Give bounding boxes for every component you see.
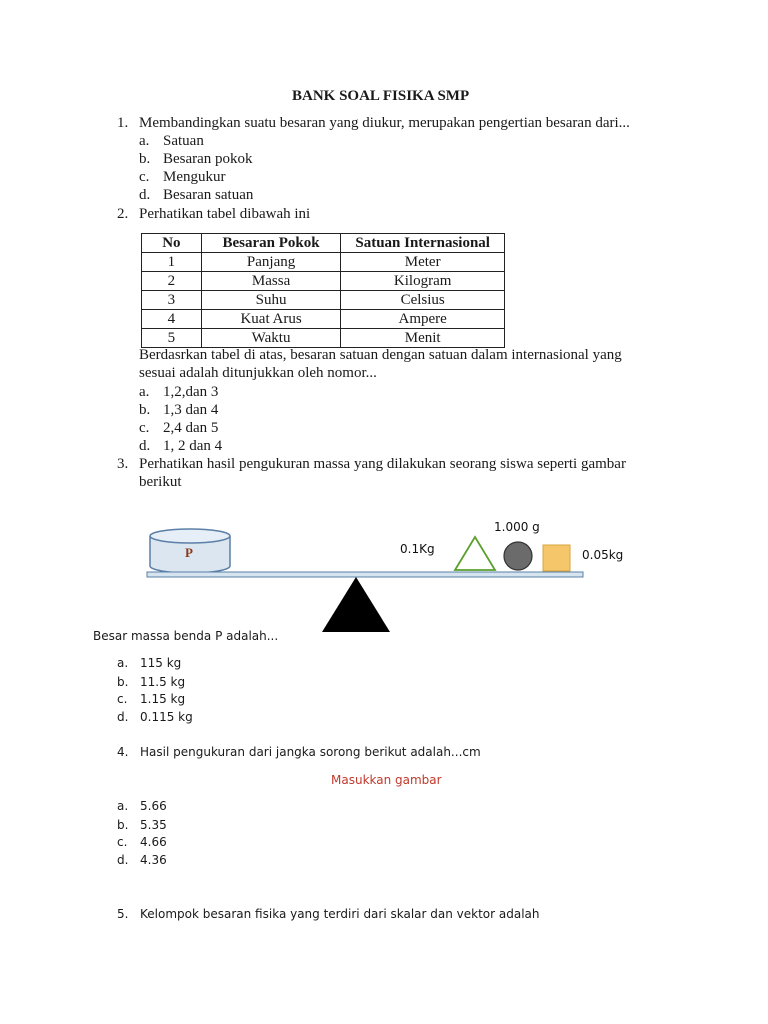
triangle-weight (455, 537, 495, 570)
q3-option-letter: b. (117, 675, 129, 689)
q1-option-letter: a. (139, 133, 150, 149)
q1-option-text: Satuan (163, 133, 204, 149)
box-weight (543, 545, 570, 571)
q1-text: Membandingkan suatu besaran yang diukur, merupakan pengertian besaran dari... (139, 115, 630, 131)
table-cell: 5 (142, 329, 202, 348)
q4-option-letter: d. (117, 853, 129, 867)
q3-option-letter: a. (117, 656, 129, 670)
table-row (142, 253, 505, 272)
q2-text: Perhatikan tabel dibawah ini (139, 206, 311, 222)
ball-weight-label: 1.000 g (494, 520, 540, 534)
table-header-cell: Satuan Internasional (341, 234, 505, 253)
q4-option-letter: a. (117, 799, 129, 813)
q3-number: 3. (117, 456, 129, 472)
document-title: BANK SOAL FISIKA SMP (292, 88, 470, 104)
table-cell: Celsius (341, 291, 505, 310)
q3-option-text: 1.15 kg (140, 692, 186, 706)
q3-option-letter: c. (117, 692, 128, 706)
table-header-row (142, 234, 505, 253)
object-p-label: P (185, 545, 193, 560)
q3-question: Besar massa benda P adalah... (93, 629, 279, 643)
q2-option-letter: d. (139, 438, 151, 454)
ball-weight (504, 542, 532, 570)
q3-text-line2: berikut (139, 474, 182, 490)
table-cell: 4 (142, 310, 202, 329)
q2-option-text: 2,4 dan 5 (163, 420, 219, 436)
q3-option-letter: d. (117, 710, 129, 724)
fulcrum-triangle (322, 577, 390, 632)
q2-option-letter: a. (139, 384, 150, 400)
table-header-cell: No (142, 234, 202, 253)
q4-option-text: 5.35 (140, 818, 167, 832)
q2-followup-line2: sesuai adalah ditunjukkan oleh nomor... (139, 365, 377, 381)
q2-option-letter: b. (139, 402, 151, 418)
table-row (142, 329, 505, 348)
table-cell: Waktu (201, 329, 341, 348)
table-cell: 1 (142, 253, 202, 272)
table-cell: Ampere (341, 310, 505, 329)
q3-text-line1: Perhatikan hasil pengukuran massa yang dilakukan seorang siswa seperti gambar (139, 456, 626, 472)
table-cell: Menit (341, 329, 505, 348)
q3-option-text: 0.115 kg (140, 710, 193, 724)
q2-option-text: 1, 2 dan 4 (163, 438, 223, 454)
box-weight-label: 0.05kg (582, 548, 624, 562)
q4-number: 4. (117, 745, 129, 759)
q4-option-text: 5.66 (140, 799, 167, 813)
balance-figure (0, 500, 768, 640)
table-row (142, 291, 505, 310)
q1-option-letter: c. (139, 169, 150, 185)
table-cell: Meter (341, 253, 505, 272)
q2-number: 2. (117, 206, 129, 222)
q5-number: 5. (117, 907, 129, 921)
table-cell: Suhu (201, 291, 341, 310)
q3-option-text: 115 kg (140, 656, 182, 670)
q1-option-letter: b. (139, 151, 151, 167)
table-cell: Massa (201, 272, 341, 291)
q4-text: Hasil pengukuran dari jangka sorong berikut adalah...cm (140, 745, 481, 759)
q2-option-text: 1,3 dan 4 (163, 402, 219, 418)
q2-option-text: 1,2,dan 3 (163, 384, 219, 400)
q4-option-text: 4.36 (140, 853, 167, 867)
image-placeholder: Masukkan gambar (331, 773, 442, 787)
table-header-cell: Besaran Pokok (201, 234, 341, 253)
table-cell: Kilogram (341, 272, 505, 291)
table-cell: Panjang (201, 253, 341, 272)
table-row (142, 272, 505, 291)
triangle-weight-label: 0.1Kg (400, 542, 435, 556)
q4-option-letter: c. (117, 835, 128, 849)
q4-option-text: 4.66 (140, 835, 167, 849)
balance-beam (147, 572, 583, 577)
q3-option-text: 11.5 kg (140, 675, 186, 689)
q1-option-text: Mengukur (163, 169, 226, 185)
q4-option-letter: b. (117, 818, 129, 832)
table-cell: 2 (142, 272, 202, 291)
table-row (142, 310, 505, 329)
q1-number: 1. (117, 115, 129, 131)
table-cell: Kuat Arus (201, 310, 341, 329)
table-cell: 3 (142, 291, 202, 310)
q1-option-text: Besaran pokok (163, 151, 253, 167)
q5-text: Kelompok besaran fisika yang terdiri dari skalar dan vektor adalah (140, 907, 540, 921)
q2-followup-line1: Berdasrkan tabel di atas, besaran satuan dengan satuan dalam internasional yang (139, 347, 622, 363)
q1-option-text: Besaran satuan (163, 187, 254, 203)
units-table (141, 233, 505, 348)
q1-option-letter: d. (139, 187, 151, 203)
q2-option-letter: c. (139, 420, 150, 436)
